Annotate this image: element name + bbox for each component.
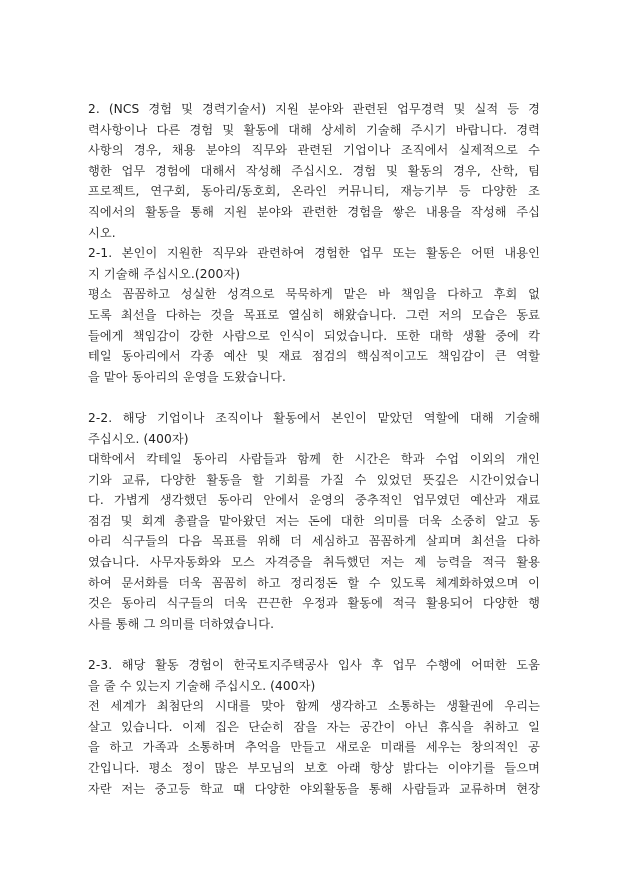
q2-2-answer-line: 다. 가볍게 생각했던 동아리 안에서 운영의 중추적인 업무였던 예산과 재료 (88, 493, 540, 508)
q2-3-question-line: 을 줄 수 있는지 기술해 주십시오. (400자) (88, 678, 316, 693)
q2-prompt-line: 2. (NCS 경험 및 경력기술서) 지원 분야와 관련된 업무경력 및 실적 등 경 (88, 102, 540, 116)
q2-2-answer-line: 아리 식구들의 다음 목표를 위해 더 세심하고 꼼꼼하게 살피며 최선을 다하 (88, 534, 540, 549)
q2-1-answer-line: 을 맡아 동아리의 운영을 도왔습니다. (88, 369, 286, 384)
q2-2-answer-line: 하여 문서화를 더욱 꼼꼼히 하고 정리정돈 할 수 있도록 체계화하였으며 이 (88, 575, 540, 590)
q2-prompt-line: 직에서의 활동을 통해 지원 분야와 관련한 경험을 쌓은 내용을 작성해 주십 (88, 204, 540, 219)
q2-1-answer-line: 도록 최선을 다하는 것을 목표로 열심히 해왔습니다. 그런 저의 모습은 동료 (88, 307, 540, 322)
q2-2-answer-line: 사를 통해 그 의미를 더하였습니다. (88, 616, 275, 631)
section-q2-2 (88, 408, 540, 635)
q2-2-answer-line: 것은 동아리 식구들의 더욱 끈끈한 우정과 활동에 적극 활용되어 다양한 행 (88, 596, 540, 611)
section-q2 (88, 99, 540, 243)
q2-2-answer-line: 점검 및 회계 총괄을 맡아왔던 저는 돈에 대한 의미를 더욱 소중히 알고 동 (88, 513, 540, 528)
paragraph-gap (88, 387, 540, 408)
q2-1-answer-line: 들에게 책임감이 강한 사람으로 인식이 되었습니다. 또한 대학 생활 중에 칵 (88, 328, 540, 343)
q2-3-answer-line: 자란 저는 중고등 학교 때 다양한 야외활동을 통해 사람들과 교류하며 현장 (88, 781, 540, 796)
q2-prompt-line: 행한 업무 경험에 대해서 작성해 주십시오. 경험 및 활동의 경우, 산학, 팀 (88, 163, 540, 178)
q2-1-answer-line: 평소 꼼꼼하고 성실한 성격으로 묵묵하게 맡은 바 책임을 다하고 후회 없 (88, 287, 540, 302)
q2-3-question-line: 2-3. 해당 활동 경험이 한국토지주택공사 입사 후 업무 수행에 어떠한 도움 (88, 658, 540, 673)
paragraph-gap (88, 634, 540, 655)
section-q2-1 (88, 243, 540, 387)
q2-prompt-line: 프로젝트, 연구회, 동아리/동호회, 온라인 커뮤니티, 재능기부 등 다양한 조 (88, 184, 540, 199)
document-page (88, 99, 540, 799)
q2-2-question-line: 주십시오. (400자) (88, 431, 189, 446)
q2-1-question-line: 지 기술해 주십시오.(200자) (88, 266, 241, 281)
q2-1-question-line: 2-1. 본인이 지원한 직무와 관련하여 경험한 업무 또는 활동은 어떤 내용인 (88, 246, 540, 261)
q2-2-answer-line: 대학에서 칵테일 동아리 사람들과 함께 한 시간은 학과 수업 이외의 개인 (88, 452, 540, 467)
q2-2-answer-line: 였습니다. 사무자동화와 모스 자격증을 취득했던 저는 제 능력을 적극 활용 (88, 555, 540, 570)
q2-3-answer-line: 살고 있습니다. 이제 집은 단순히 잠을 자는 공간이 아닌 휴식을 취하고 일 (88, 719, 540, 734)
q2-1-answer-line: 테일 동아리에서 각종 예산 및 재료 점검의 핵심적이고도 책임감이 큰 역할 (88, 349, 540, 364)
q2-prompt-line: 시오. (88, 225, 116, 240)
q2-2-question-line: 2-2. 해당 기업이나 조직이나 활동에서 본인이 맡았던 역할에 대해 기술해 (88, 410, 540, 425)
q2-prompt-line: 사항의 경우, 채용 분야의 직무와 관련된 기업이나 조직에서 실제적으로 수 (88, 143, 540, 158)
q2-2-answer-line: 기와 교류, 다양한 활동을 할 기회를 가질 수 있었던 뜻깊은 시간이었습니 (88, 472, 540, 487)
q2-3-answer-line: 간입니다. 평소 정이 많은 부모님의 보호 아래 항상 밝다는 이야기를 들으며 (88, 761, 540, 775)
section-q2-3 (88, 655, 540, 799)
q2-3-answer-line: 전 세계가 최첨단의 시대를 맞아 함께 생각하고 소통하는 생활권에 우리는 (88, 699, 540, 714)
q2-prompt-line: 력사항이나 다른 경험 및 활동에 대해 상세히 기술해 주시기 바랍니다. 경력 (88, 122, 540, 137)
q2-3-answer-line: 을 하고 가족과 소통하며 추억을 만들고 새로운 미래를 세우는 창의적인 공 (88, 740, 540, 755)
